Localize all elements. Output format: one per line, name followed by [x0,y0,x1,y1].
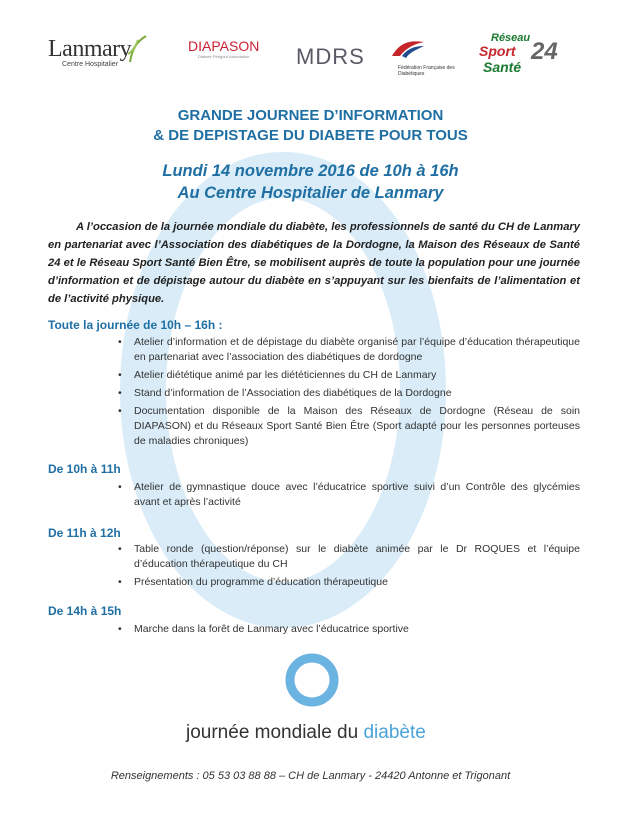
section-list-11h-12h [48,542,580,593]
lanmary-logo [48,36,131,68]
section-list-14h-15h [48,622,580,640]
list-item: • Marche dans la forêt de Lanmary avec l’éducatrice sportive [48,622,580,637]
ffd-logo-text: Fédération Française des Diabétiques [398,65,455,77]
jmd-text-main: journée mondiale du [186,722,364,743]
lanmary-logo-sub: Centre Hospitalier [62,61,119,68]
rss-sport-text: Sport [479,43,516,59]
diapason-logo [188,38,259,59]
list-item: • Atelier d’information et de dépistage du diabète organisé par l’équipe d’éducation thérapeutique en partenariat avec l’association des diabétiques de dordogne [48,335,580,365]
leaf-icon [126,34,148,64]
mdrs-logo: MDRS [296,44,365,69]
page-title-line1: GRANDE JOURNEE D’INFORMATION [177,107,444,124]
event-date: Lundi 14 novembre 2016 de 10h à 16h [162,162,459,180]
list-item: • Atelier diététique animé par les diététiciennes du CH de Lanmary [48,368,580,383]
jmd-text-blue: diabète [363,722,426,743]
list-item: • Table ronde (question/réponse) sur le diabète animée par le Dr ROQUES et l’équipe d’éducation thérapeutique du CH [48,542,580,572]
rss-reseau-text: Réseau [491,32,531,44]
reseau-sport-sante-logo [475,32,565,80]
section-list-all-day [48,335,580,452]
ffd-logo [388,38,458,77]
intro-paragraph: A l’occasion de la journée mondiale du diabète, les professionnels de santé du CH de Lanmary en partenariat avec l’Association des diabétiques de la Dordogne, la Maison des Réseaux de Santé 24 et le Réseau Sport Santé Bien Être, se mobilisent auprès de toute la population pour une journée d’information et de dépistage autour du diabète en s’appuyant sur les bienfaits de l’alimentation et de l’activité physique. [48,221,580,305]
list-item: • Atelier de gymnastique douce avec l’éducatrice sportive suivi d’un Contrôle des glycémies avant et après l’activité [48,480,580,510]
section-heading-all-day: Toute la journée de 10h – 16h : [48,318,223,332]
ffd-emblem-icon [388,38,428,60]
diapason-logo-sub: Diabète Périgord Association [197,54,250,59]
list-item: • Présentation du programme d’éducation thérapeutique [48,575,580,590]
diapason-logo-name: DIAPASON [188,38,260,54]
list-item: • Documentation disponible de la Maison des Réseaux de Dordogne (Réseau de soin DIAPASON) et du Réseaux Sport Santé Bien Être (Sport adapté pour les personnes porteuses de maladies chroniques) [48,404,580,449]
partner-logos [0,32,621,82]
contact-footer: Renseignements : 05 53 03 88 88 – CH de Lanmary - 24420 Antonne et Trigonant [110,770,511,782]
event-location: Au Centre Hospitalier de Lanmary [177,184,444,202]
section-list-10h-11h [48,480,580,513]
section-heading-11h-12h: De 11h à 12h [48,526,121,540]
section-heading-14h-15h: De 14h à 15h [48,604,122,618]
rss-number-text: 24 [531,38,558,65]
lanmary-logo-name: Lanmary [48,36,132,62]
list-item: • Stand d’information de l’Association des diabétiques de la Dordogne [48,386,580,401]
world-diabetes-day-logo-text [186,722,426,744]
rss-sante-text: Santé [483,59,522,75]
section-heading-10h-11h: De 10h à 11h [48,462,121,476]
page-title-line2: & DE DEPISTAGE DU DIABETE POUR TOUS [153,127,468,144]
blue-circle-icon [284,652,340,708]
